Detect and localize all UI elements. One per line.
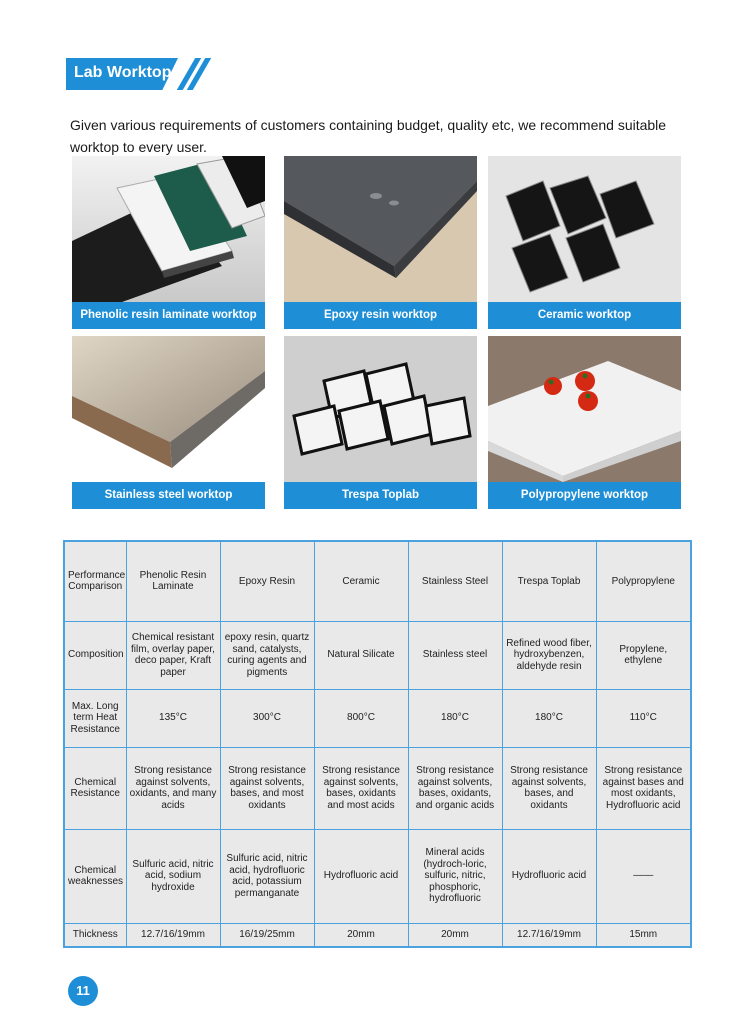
stainless-photo [72, 336, 265, 482]
table-header-cell: Phenolic Resin Laminate [126, 541, 220, 621]
row-label: Composition [64, 621, 126, 689]
table-cell: Sulfuric acid, nitric acid, sodium hydroxide [126, 829, 220, 923]
row-label: Thickness [64, 923, 126, 947]
table-cell: 800°C [314, 689, 408, 747]
worktop-caption: Polypropylene worktop [488, 482, 681, 509]
worktop-caption: Trespa Toplab [284, 482, 477, 509]
section-header [66, 58, 216, 90]
table-header-cell: Stainless Steel [408, 541, 502, 621]
row-label: Max. Long term Heat Resistance [64, 689, 126, 747]
table-header-cell: Epoxy Resin [220, 541, 314, 621]
table-cell: 180°C [408, 689, 502, 747]
ceramic-photo [488, 156, 681, 302]
polypropylene-photo [488, 336, 681, 482]
table-row [64, 621, 691, 689]
table-cell: Chemical resistant film, overlay paper, deco paper, Kraft paper [126, 621, 220, 689]
table-cell: Stainless steel [408, 621, 502, 689]
table-cell: 20mm [408, 923, 502, 947]
table-cell: Natural Silicate [314, 621, 408, 689]
table-header-cell: Performance Comparison [64, 541, 126, 621]
table-cell: 180°C [502, 689, 596, 747]
table-row [64, 747, 691, 829]
table-row [64, 923, 691, 947]
worktop-caption: Ceramic worktop [488, 302, 681, 329]
epoxy-photo [284, 156, 477, 302]
table-cell: Hydrofluoric acid [502, 829, 596, 923]
worktop-tile-phenolic [72, 156, 265, 329]
phenolic-photo [72, 156, 265, 302]
row-label: Chemical Resistance [64, 747, 126, 829]
page-number: 11 [68, 976, 98, 1006]
row-label: Chemical weaknesses [64, 829, 126, 923]
comparison-table [63, 540, 692, 948]
worktop-tile-ceramic [488, 156, 681, 329]
table-cell: Strong resistance against solvents, bases, and oxidants [502, 747, 596, 829]
table-cell: Strong resistance against solvents, oxidants, and many acids [126, 747, 220, 829]
table-row [64, 829, 691, 923]
table-header-cell: Trespa Toplab [502, 541, 596, 621]
table-cell: 16/19/25mm [220, 923, 314, 947]
table-cell: Sulfuric acid, nitric acid, hydrofluoric acid, potassium permanganate [220, 829, 314, 923]
trespa-photo [284, 336, 477, 482]
table-cell: 12.7/16/19mm [502, 923, 596, 947]
table-cell: epoxy resin, quartz sand, catalysts, curing agents and pigments [220, 621, 314, 689]
table-row [64, 689, 691, 747]
table-cell: —— [596, 829, 691, 923]
section-title: Lab Worktop [74, 64, 172, 81]
table-header-row [64, 541, 691, 621]
table-cell: Strong resistance against solvents, bases, and most oxidants [220, 747, 314, 829]
table-cell: Mineral acids (hydroch-loric, sulfuric, nitric, phosphoric, hydrofluoric [408, 829, 502, 923]
table-cell: Strong resistance against solvents, bases, oxidants and most acids [314, 747, 408, 829]
table-cell: 300°C [220, 689, 314, 747]
worktop-tile-polypropylene [488, 336, 681, 509]
table-cell: Strong resistance against bases and most oxidants, Hydrofluoric acid [596, 747, 691, 829]
table-cell: 135°C [126, 689, 220, 747]
table-cell: Propylene, ethylene [596, 621, 691, 689]
table-cell: 20mm [314, 923, 408, 947]
worktop-caption: Phenolic resin laminate worktop [72, 302, 265, 329]
table-cell: Strong resistance against solvents, bases, oxidants, and organic acids [408, 747, 502, 829]
worktop-caption: Epoxy resin worktop [284, 302, 477, 329]
worktop-tile-epoxy [284, 156, 477, 329]
intro-text: Given various requirements of customers containing budget, quality etc, we recommend suitable worktop to every user. [70, 117, 667, 155]
table-cell: 15mm [596, 923, 691, 947]
table-cell: Refined wood fiber, hydroxybenzen, aldehyde resin [502, 621, 596, 689]
worktop-caption: Stainless steel worktop [72, 482, 265, 509]
table-header-cell: Polypropylene [596, 541, 691, 621]
table-cell: Hydrofluoric acid [314, 829, 408, 923]
worktop-tile-stainless [72, 336, 265, 509]
table-header-cell: Ceramic [314, 541, 408, 621]
table-cell: 110°C [596, 689, 691, 747]
table-cell: 12.7/16/19mm [126, 923, 220, 947]
worktop-tile-trespa [284, 336, 477, 509]
